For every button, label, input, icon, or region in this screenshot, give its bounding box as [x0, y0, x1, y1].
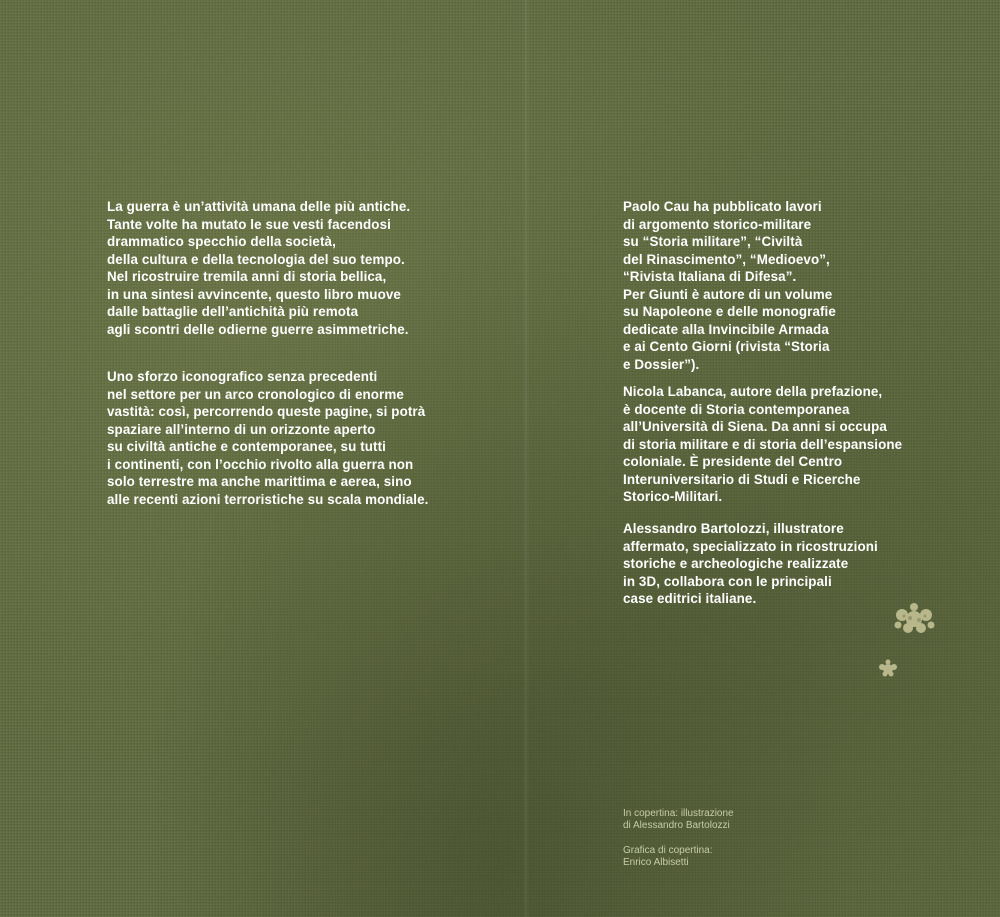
cover-illustration-credit: In copertina: illustrazione di Alessandro Bartolozzi [623, 808, 734, 831]
cover-design-credit: Grafica di copertina: Enrico Albisetti [623, 845, 713, 868]
back-cover-blurb-intro: La guerra è un’attività umana delle più antiche. Tante volte ha mutato le sue vesti facendosi drammatico specchio della società, della cultura e della tecnologia del suo tempo. Nel ricostruire tremila anni di storia bellica, in una sintesi avvincente, questo libro muove dalle battaglie dell’antichità più remota agli scontri delle odierne guerre asimmetriche. [107, 199, 411, 337]
back-cover-blurb-iconography: Uno sforzo iconografico senza precedenti nel settore per un arco cronologico di enorme vastità: così, percorrendo queste pagine, si potrà spaziare all’interno di un orizzonte aperto su civiltà antiche e contemporanee, su tutti i continenti, con l’occhio rivolto alla guerra non solo terrestre ma anche marittima e aerea, sino alle recenti azioni terroristiche su scala mondiale. [107, 369, 429, 507]
cover-fold [523, 0, 529, 917]
author-bio-paolo-cau: Paolo Cau ha pubblicato lavori di argomento storico-militare su “Storia militare”, “Civiltà del Rinascimento”, “Medioevo”, “Rivista Italiana di Difesa”. Per Giunti è autore di un volume su Napoleone e delle monografie dedicate alla Invincibile Armada e ai Cento Giorni (rivista “Storia e Dossier”). [623, 199, 836, 372]
bio-nicola-labanca: Nicola Labanca, autore della prefazione, è docente di Storia contemporanea all’Università di Siena. Da anni si occupa di storia militare e di storia dell’espansione coloniale. È presidente del Centro Interuniversitario di Studi e Ricerche Storico-Militari. [623, 384, 903, 504]
embroidered-insignia-icon [890, 601, 938, 637]
bio-alessandro-bartolozzi: Alessandro Bartolozzi, illustratore affermato, specializzato in ricostruzioni storiche e archeologiche realizzate in 3D, collabora con le principali case editrici italiane. [623, 521, 878, 606]
embroidered-insignia-small-icon [877, 658, 899, 678]
